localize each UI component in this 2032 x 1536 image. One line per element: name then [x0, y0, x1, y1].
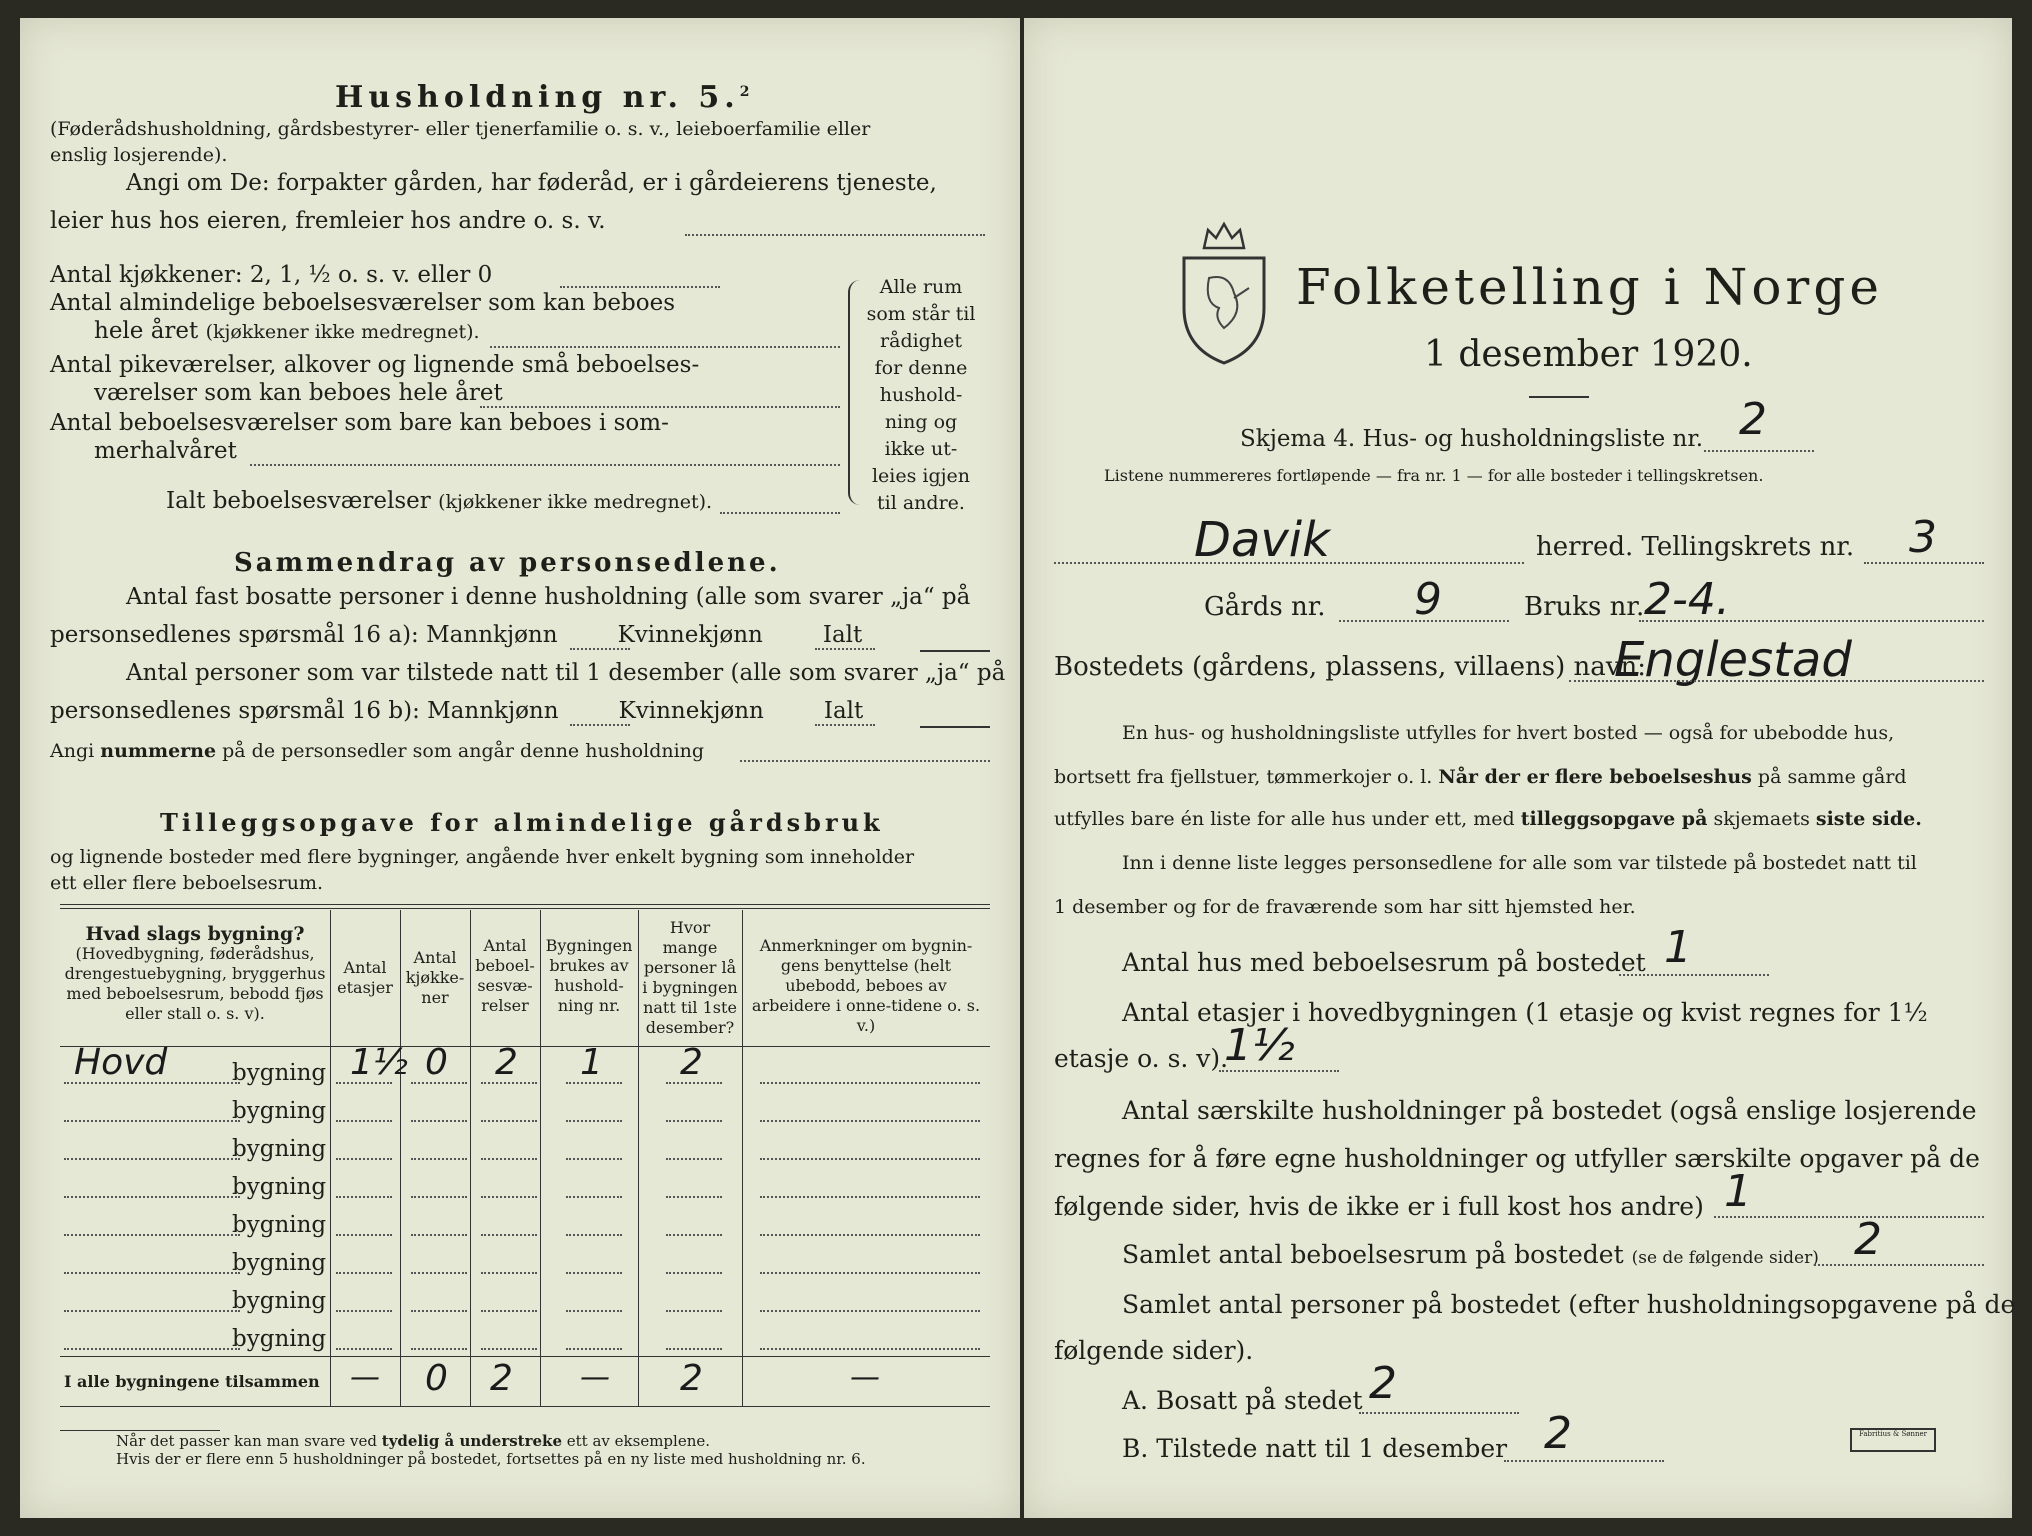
- gards-label: Gårds nr.: [1204, 592, 1326, 622]
- building-word: bygning: [232, 1250, 327, 1276]
- schema-label: Skjema 4. Hus- og husholdningsliste nr.: [1240, 426, 1704, 452]
- summary-a-line-2: personsedlenes spørsmål 16 a): Mannkjønn Kvinnekjønn Ialt: [50, 622, 863, 648]
- building-word: bygning: [232, 1288, 327, 1314]
- building-word: bygning: [232, 1212, 327, 1238]
- total-floors: —: [350, 1360, 380, 1395]
- question-floors-1: Antal etasjer i hovedbygningen (1 etasje og kvist regnes for 1½: [1122, 998, 1928, 1027]
- maid-rooms-label-2: værelser som kan beboes hele året: [94, 380, 503, 406]
- schema-note: Listene nummereres fortløpende — fra nr. 1 — for alle bosteder i tellingskretsen.: [1104, 466, 1764, 485]
- header-remarks: Anmerkninger om bygnin-gens benyttelse (helt ubebodd, beboes av arbeidere i onne-tidene o. s. v.): [751, 936, 981, 1035]
- numbers-line: Angi nummerne på de personsedler som angår denne husholdning: [50, 740, 705, 762]
- present-label: B. Tilstede natt til 1 desember: [1122, 1434, 1508, 1463]
- ordinary-rooms-label-1: Antal almindelige beboelsesværelser som kan beboes: [50, 290, 676, 316]
- herred-label: herred. Tellingskrets nr.: [1536, 532, 1855, 562]
- question-rooms: Samlet antal beboelsesrum på bostedet (se de følgende sider): [1122, 1240, 1819, 1269]
- question-persons-2: følgende sider).: [1054, 1336, 1254, 1365]
- cell-pers: 2: [680, 1042, 703, 1083]
- question-houses-value: 1: [1664, 922, 1692, 973]
- header-floors: Antal etasjer: [337, 958, 393, 997]
- household-title: Husholdning nr. 5.$^2$: [335, 80, 755, 115]
- supplement-text-2: ett eller flere beboelsesrum.: [50, 872, 324, 894]
- footnote-1: Når det passer kan man svare ved tydelig å understreke ett av eksemplene.: [116, 1432, 711, 1450]
- para1-line-3: utfylles bare én liste for alle hus under ett, med tilleggsopgave på skjemaets siste side.: [1054, 808, 1922, 830]
- angi-line-2: leier hus hos eieren, fremleier hos andre o. s. v.: [50, 208, 606, 234]
- present-value: 2: [1544, 1408, 1572, 1459]
- total-remarks: —: [850, 1360, 880, 1395]
- question-rooms-value: 2: [1854, 1214, 1882, 1265]
- bosted-value: Englestad: [1614, 632, 1852, 688]
- printer-stamp: Fabritius & Sønner: [1850, 1428, 1936, 1452]
- maid-rooms-label-1: Antal pikeværelser, alkover og lignende små beboelses-: [50, 352, 700, 378]
- header-persons: Hvor mange personer lå i bygningen natt til 1ste desember?: [642, 918, 738, 1037]
- question-households-1: Antal særskilte husholdninger på bostedet (også enslige losjerende: [1122, 1096, 1977, 1125]
- supplement-text-1: og lignende bosteder med flere bygninger, angående hver enkelt bygning som inneholder: [50, 846, 915, 868]
- question-floors-value: 1½: [1224, 1020, 1295, 1071]
- para2-line-1: Inn i denne liste legges personsedlene for alle som var tilstede på bostedet natt til: [1122, 852, 1917, 874]
- para1-line-1: En hus- og husholdningsliste utfylles for hvert bosted — også for ubebodde hus,: [1122, 722, 1895, 744]
- building-word: bygning: [232, 1136, 327, 1162]
- summer-rooms-label-2: merhalvåret: [94, 438, 237, 464]
- cell-etasjer: 1½: [350, 1042, 408, 1083]
- header-rooms: Antal beboel-sesvæ-relser: [475, 936, 535, 1015]
- cell-kjokken: 0: [425, 1042, 448, 1083]
- census-title: Folketelling i Norge: [1296, 258, 1883, 316]
- question-floors-2: etasje o. s. v).: [1054, 1044, 1229, 1073]
- kitchens-label: Antal kjøkkener: 2, 1, ½ o. s. v. eller 0: [50, 262, 493, 288]
- question-households-3: følgende sider, hvis de ikke er i full kost hos andre): [1054, 1192, 1704, 1221]
- summary-b-line-1: Antal personer som var tilstede natt til 1 desember (alle som svarer „ja“ på: [126, 660, 1006, 686]
- summary-b-line-2: personsedlenes spørsmål 16 b): Mannkjønn Kvinnekjønn Ialt: [50, 698, 864, 724]
- header-kitchens: Antal kjøkke-ner: [405, 948, 465, 1007]
- total-household: —: [580, 1360, 610, 1395]
- herred-value: Davik: [1194, 512, 1330, 568]
- angi-line-1: Angi om De: forpakter gården, har føderåd, er i gårdeierens tjeneste,: [126, 170, 937, 196]
- schema-value: 2: [1739, 394, 1767, 445]
- total-rooms-label: Ialt beboelsesværelser (kjøkkener ikke medregnet).: [166, 488, 713, 514]
- building-type-value: Hovd: [74, 1042, 168, 1083]
- building-word: bygning: [232, 1174, 327, 1200]
- resident-label: A. Bosatt på stedet: [1122, 1386, 1363, 1415]
- side-note: Alle rum som står til rådighet for denne hushold- ning og ikke ut- leies igjen til andre.: [866, 276, 976, 514]
- gards-value: 9: [1414, 574, 1442, 625]
- right-page: [1024, 18, 2016, 1518]
- bruks-label: Bruks nr.: [1524, 592, 1645, 622]
- summary-a-line-1: Antal fast bosatte personer i denne husholdning (alle som svarer „ja“ på: [126, 584, 971, 610]
- totals-label: I alle bygningene tilsammen: [64, 1372, 320, 1391]
- question-households-2: regnes for å føre egne husholdninger og utfyller særskilte opgaver på de: [1054, 1144, 1980, 1173]
- bosted-label: Bostedets (gårdens, plassens, villaens) navn:: [1054, 652, 1646, 682]
- rooms-brace: [848, 280, 864, 505]
- census-date: 1 desember 1920.: [1424, 334, 1753, 375]
- question-houses: Antal hus med beboelsesrum på bostedet: [1122, 948, 1646, 977]
- bruks-value: 2-4.: [1644, 574, 1730, 625]
- total-rooms: 2: [490, 1358, 513, 1399]
- question-households-value: 1: [1724, 1166, 1752, 1217]
- question-persons-1: Samlet antal personer på bostedet (efter husholdningsopgavene på de: [1122, 1290, 2016, 1319]
- cell-hush: 1: [580, 1042, 603, 1083]
- intro-line-2: enslig losjerende).: [50, 144, 228, 166]
- ordinary-rooms-label-2: hele året (kjøkkener ikke medregnet).: [94, 318, 480, 344]
- total-kitchens: 0: [425, 1358, 448, 1399]
- intro-line-1: (Føderådshusholdning, gårdsbestyrer- eller tjenerfamilie o. s. v., leieboerfamilie eller: [50, 118, 871, 140]
- total-persons: 2: [680, 1358, 703, 1399]
- resident-value: 2: [1369, 1358, 1397, 1409]
- header-household-no: Bygningen brukes av hushold-ning nr.: [545, 936, 633, 1015]
- cell-rom: 2: [495, 1042, 518, 1083]
- para1-line-2: bortsett fra fjellstuer, tømmerkojer o. l. Når der er flere beboelseshus på samme gård: [1054, 766, 1907, 788]
- left-page: [20, 18, 1020, 1518]
- summary-title: Sammendrag av personsedlene.: [234, 548, 781, 578]
- supplement-title: Tilleggsopgave for almindelige gårdsbruk: [160, 808, 884, 837]
- coat-of-arms-icon: [1174, 218, 1274, 368]
- summer-rooms-label-1: Antal beboelsesværelser som bare kan beboes i som-: [50, 410, 669, 436]
- header-building-type: Hvad slags bygning? (Hovedbygning, føderådshus, drengestuebygning, bryggerhus med beboelsesrum, bebodd fjøs eller stall o. s. v).: [64, 923, 326, 1023]
- building-word: bygning: [232, 1326, 327, 1352]
- building-word: bygning: [232, 1060, 327, 1086]
- footnote-2: Hvis der er flere enn 5 husholdninger på bostedet, fortsettes på en ny liste med husholdning nr. 6.: [116, 1450, 866, 1468]
- building-word: bygning: [232, 1098, 327, 1124]
- para2-line-2: 1 desember og for de fraværende som har sitt hjemsted her.: [1054, 896, 1636, 918]
- krets-value: 3: [1909, 512, 1937, 563]
